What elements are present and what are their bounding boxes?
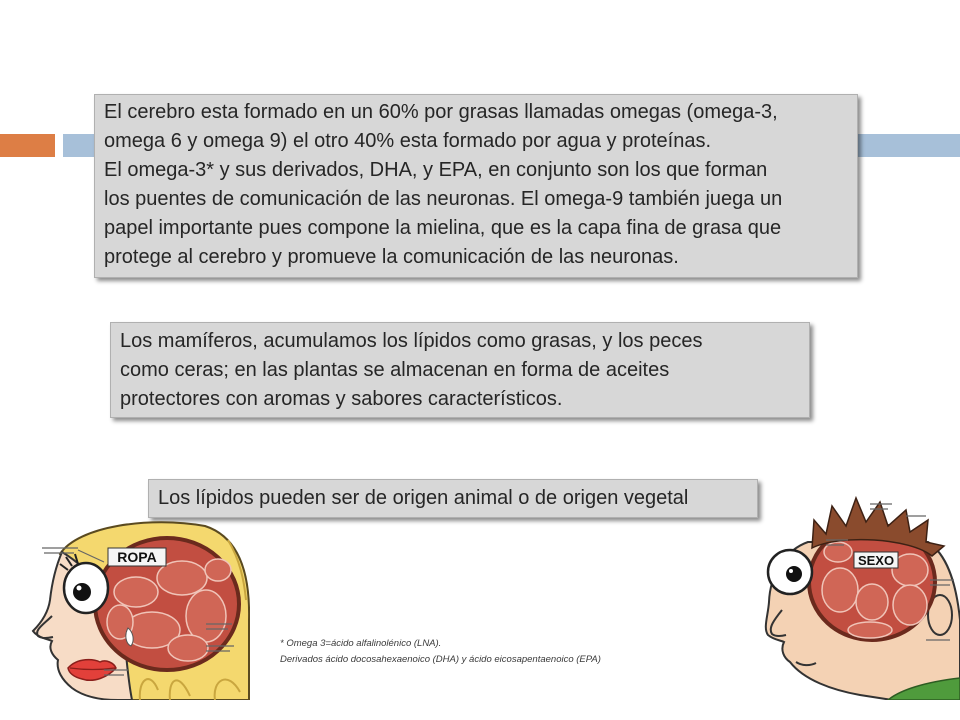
text-line: Los mamíferos, acumulamos los lípidos como grasas, y los peces: [120, 330, 703, 352]
brain-region: [856, 584, 888, 620]
text-line: Los lípidos pueden ser de origen animal o de origen vegetal: [158, 487, 689, 509]
text-line: los puentes de comunicación de las neuronas. El omega-9 también juega un: [104, 188, 783, 210]
text-box-lipid-origin: [148, 479, 758, 518]
man-brain-map-illustration: [760, 490, 960, 700]
footnote: [280, 636, 601, 668]
brain-label: SEXO: [857, 553, 895, 568]
eye-highlight: [789, 569, 793, 573]
brain-region: [205, 559, 231, 581]
eye-highlight: [77, 586, 82, 591]
text-box-lipid-storage: [110, 322, 810, 418]
text-line: protege al cerebro y promueve la comunicación de las neuronas.: [104, 246, 679, 268]
text-line: omega 6 y omega 9) el otro 40% esta formado por agua y proteínas.: [104, 130, 712, 152]
text-line: protectores con aromas y sabores característicos.: [120, 388, 563, 410]
text-line: El omega-3* y sus derivados, DHA, y EPA, en conjunto son los que forman: [104, 159, 768, 181]
text-line: como ceras; en las plantas se almacenan en forma de aceites: [120, 359, 670, 381]
footnote-line: Derivados ácido docosahexaenoico (DHA) y ácido eicosapentaenoico (EPA): [280, 654, 601, 665]
brain-region: [114, 577, 158, 607]
text-line: papel importante pues compone la mielina, que es la capa fina de grasa que: [104, 217, 782, 239]
brain-region: [848, 622, 892, 638]
brain-label: ROPA: [117, 549, 157, 565]
footnote-line: * Omega 3=ácido alfalinolénico (LNA).: [280, 638, 442, 649]
pupil: [73, 583, 91, 601]
brain-region: [186, 590, 226, 642]
text-box-brain-composition: [94, 94, 858, 278]
brain-region: [822, 568, 858, 612]
brain-region: [893, 585, 927, 625]
text-line: El cerebro esta formado en un 60% por grasas llamadas omegas (omega-3,: [104, 101, 778, 123]
woman-brain-map-illustration: [0, 520, 250, 700]
pupil: [786, 566, 802, 582]
brain-region: [168, 635, 208, 661]
accent-bar-orange: [0, 134, 55, 157]
